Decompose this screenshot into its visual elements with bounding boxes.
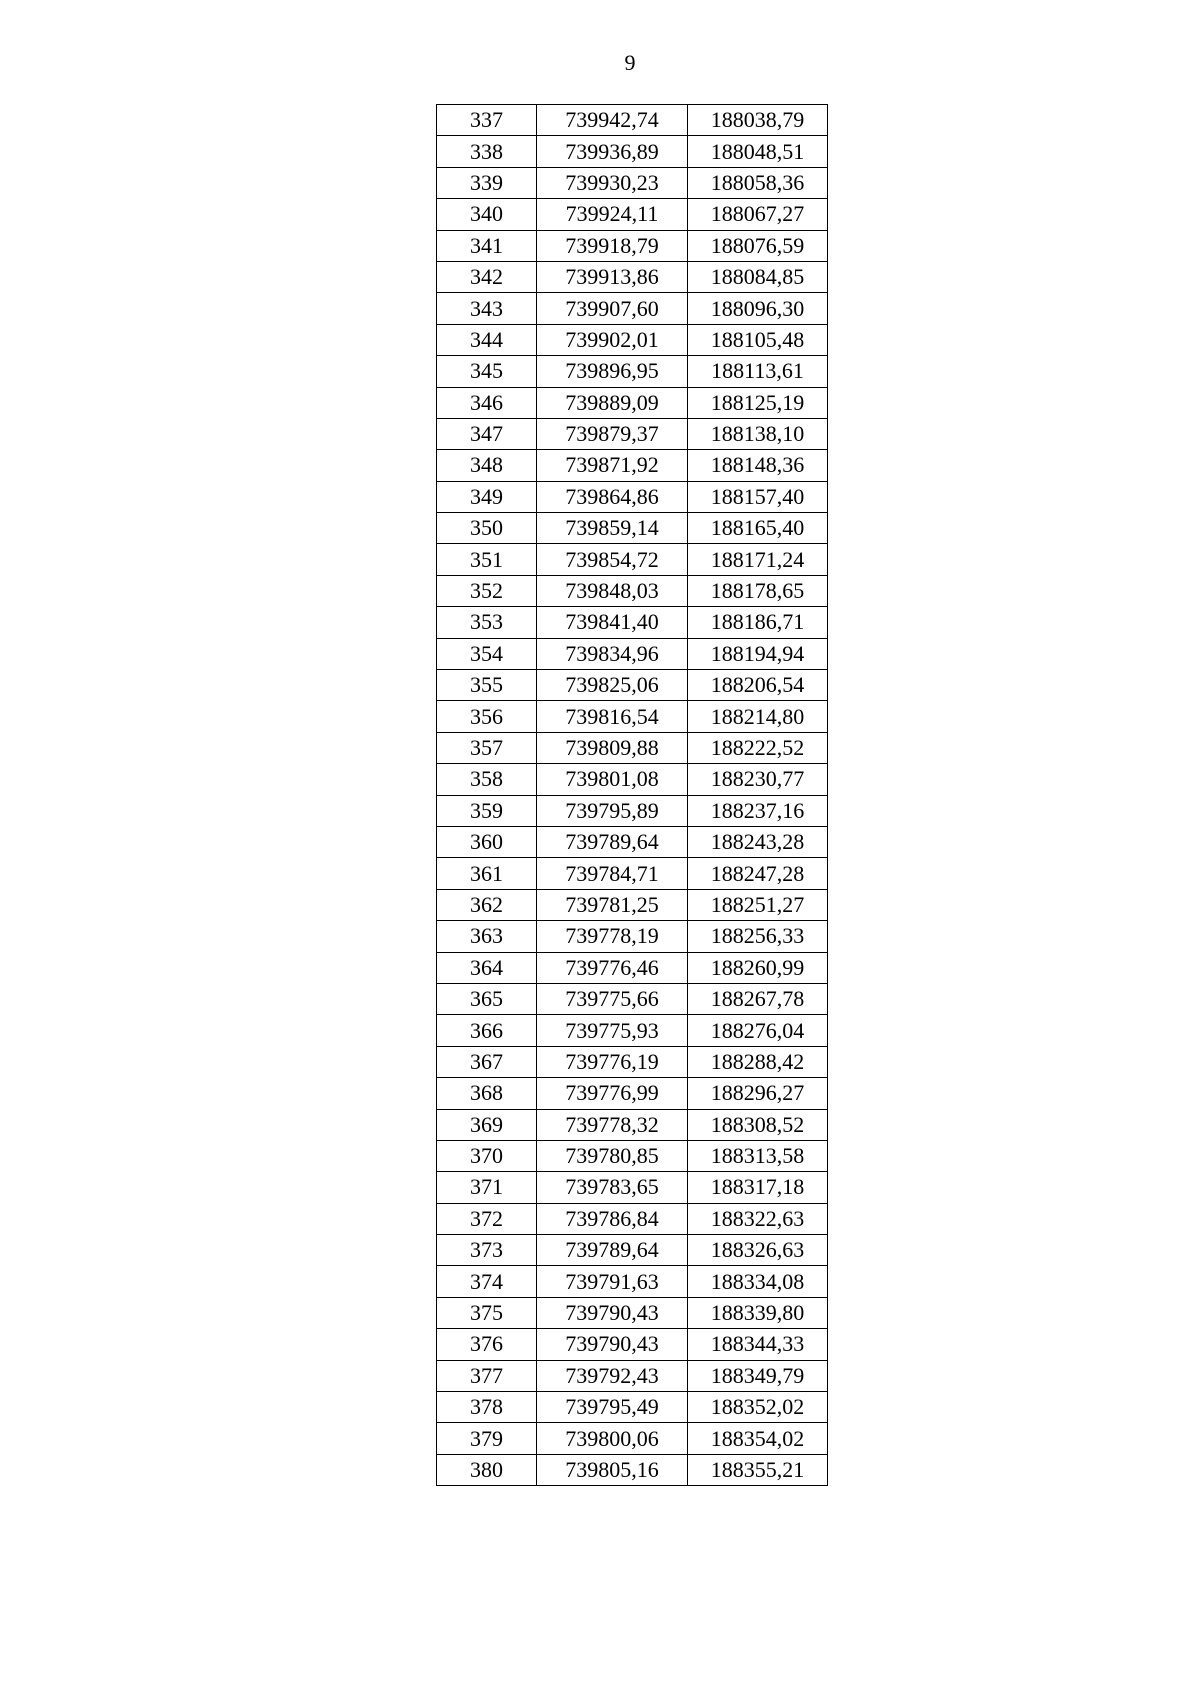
point-number-cell: 352 [437, 575, 537, 606]
page-number: 9 [624, 50, 636, 75]
y-coordinate-cell: 188125,19 [688, 387, 828, 418]
y-coordinate-cell: 188349,79 [688, 1360, 828, 1391]
y-coordinate-cell: 188096,30 [688, 293, 828, 324]
table-row [437, 513, 828, 544]
y-coordinate-cell: 188048,51 [688, 136, 828, 167]
table-row [437, 167, 828, 198]
point-number-cell: 349 [437, 481, 537, 512]
x-coordinate-cell: 739795,89 [537, 795, 688, 826]
table-row [437, 293, 828, 324]
y-coordinate-cell: 188237,16 [688, 795, 828, 826]
x-coordinate-cell: 739778,32 [537, 1109, 688, 1140]
table-row [437, 481, 828, 512]
x-coordinate-cell: 739907,60 [537, 293, 688, 324]
point-number-cell: 345 [437, 356, 537, 387]
point-number-cell: 342 [437, 261, 537, 292]
x-coordinate-cell: 739792,43 [537, 1360, 688, 1391]
x-coordinate-cell: 739776,46 [537, 952, 688, 983]
table-row [437, 1109, 828, 1140]
x-coordinate-cell: 739790,43 [537, 1329, 688, 1360]
x-coordinate-cell: 739775,93 [537, 1015, 688, 1046]
y-coordinate-cell: 188355,21 [688, 1454, 828, 1485]
point-number-cell: 370 [437, 1140, 537, 1171]
y-coordinate-cell: 188334,08 [688, 1266, 828, 1297]
x-coordinate-cell: 739781,25 [537, 889, 688, 920]
table-row [437, 607, 828, 638]
y-coordinate-cell: 188251,27 [688, 889, 828, 920]
point-number-cell: 372 [437, 1203, 537, 1234]
point-number-cell: 341 [437, 230, 537, 261]
y-coordinate-cell: 188308,52 [688, 1109, 828, 1140]
table-row [437, 387, 828, 418]
x-coordinate-cell: 739801,08 [537, 764, 688, 795]
y-coordinate-cell: 188186,71 [688, 607, 828, 638]
point-number-cell: 338 [437, 136, 537, 167]
y-coordinate-cell: 188165,40 [688, 513, 828, 544]
table-row [437, 544, 828, 575]
table-row [437, 1297, 828, 1328]
point-number-cell: 377 [437, 1360, 537, 1391]
table-row [437, 324, 828, 355]
table-row [437, 732, 828, 763]
point-number-cell: 357 [437, 732, 537, 763]
y-coordinate-cell: 188076,59 [688, 230, 828, 261]
y-coordinate-cell: 188354,02 [688, 1423, 828, 1454]
y-coordinate-cell: 188322,63 [688, 1203, 828, 1234]
table-row [437, 638, 828, 669]
point-number-cell: 351 [437, 544, 537, 575]
coordinates-table-body [437, 105, 828, 1486]
y-coordinate-cell: 188178,65 [688, 575, 828, 606]
table-row [437, 1454, 828, 1485]
table-row [437, 356, 828, 387]
x-coordinate-cell: 739775,66 [537, 983, 688, 1014]
table-row [437, 921, 828, 952]
x-coordinate-cell: 739871,92 [537, 450, 688, 481]
y-coordinate-cell: 188206,54 [688, 670, 828, 701]
x-coordinate-cell: 739778,19 [537, 921, 688, 952]
x-coordinate-cell: 739879,37 [537, 418, 688, 449]
table-row [437, 1266, 828, 1297]
point-number-cell: 348 [437, 450, 537, 481]
table-row [437, 889, 828, 920]
table-row [437, 795, 828, 826]
table-row [437, 1046, 828, 1077]
y-coordinate-cell: 188326,63 [688, 1235, 828, 1266]
table-row [437, 1078, 828, 1109]
y-coordinate-cell: 188288,42 [688, 1046, 828, 1077]
table-row [437, 261, 828, 292]
point-number-cell: 339 [437, 167, 537, 198]
x-coordinate-cell: 739913,86 [537, 261, 688, 292]
y-coordinate-cell: 188222,52 [688, 732, 828, 763]
point-number-cell: 358 [437, 764, 537, 795]
point-number-cell: 367 [437, 1046, 537, 1077]
y-coordinate-cell: 188339,80 [688, 1297, 828, 1328]
x-coordinate-cell: 739790,43 [537, 1297, 688, 1328]
x-coordinate-cell: 739864,86 [537, 481, 688, 512]
point-number-cell: 360 [437, 826, 537, 857]
x-coordinate-cell: 739924,11 [537, 199, 688, 230]
y-coordinate-cell: 188276,04 [688, 1015, 828, 1046]
table-row [437, 1423, 828, 1454]
x-coordinate-cell: 739786,84 [537, 1203, 688, 1234]
y-coordinate-cell: 188105,48 [688, 324, 828, 355]
y-coordinate-cell: 188038,79 [688, 105, 828, 136]
y-coordinate-cell: 188171,24 [688, 544, 828, 575]
y-coordinate-cell: 188352,02 [688, 1392, 828, 1423]
table-row [437, 1329, 828, 1360]
table-row [437, 1015, 828, 1046]
point-number-cell: 379 [437, 1423, 537, 1454]
point-number-cell: 353 [437, 607, 537, 638]
y-coordinate-cell: 188317,18 [688, 1172, 828, 1203]
x-coordinate-cell: 739816,54 [537, 701, 688, 732]
point-number-cell: 361 [437, 858, 537, 889]
table-row [437, 136, 828, 167]
x-coordinate-cell: 739918,79 [537, 230, 688, 261]
x-coordinate-cell: 739889,09 [537, 387, 688, 418]
y-coordinate-cell: 188313,58 [688, 1140, 828, 1171]
x-coordinate-cell: 739896,95 [537, 356, 688, 387]
point-number-cell: 359 [437, 795, 537, 826]
y-coordinate-cell: 188230,77 [688, 764, 828, 795]
x-coordinate-cell: 739841,40 [537, 607, 688, 638]
table-row [437, 1360, 828, 1391]
y-coordinate-cell: 188214,80 [688, 701, 828, 732]
y-coordinate-cell: 188256,33 [688, 921, 828, 952]
y-coordinate-cell: 188058,36 [688, 167, 828, 198]
point-number-cell: 378 [437, 1392, 537, 1423]
point-number-cell: 368 [437, 1078, 537, 1109]
point-number-cell: 364 [437, 952, 537, 983]
table-row [437, 1172, 828, 1203]
x-coordinate-cell: 739859,14 [537, 513, 688, 544]
point-number-cell: 365 [437, 983, 537, 1014]
x-coordinate-cell: 739848,03 [537, 575, 688, 606]
table-row [437, 418, 828, 449]
point-number-cell: 380 [437, 1454, 537, 1485]
y-coordinate-cell: 188260,99 [688, 952, 828, 983]
point-number-cell: 366 [437, 1015, 537, 1046]
x-coordinate-cell: 739809,88 [537, 732, 688, 763]
table-row [437, 1392, 828, 1423]
y-coordinate-cell: 188194,94 [688, 638, 828, 669]
table-row [437, 230, 828, 261]
y-coordinate-cell: 188157,40 [688, 481, 828, 512]
table-row [437, 983, 828, 1014]
y-coordinate-cell: 188344,33 [688, 1329, 828, 1360]
x-coordinate-cell: 739834,96 [537, 638, 688, 669]
y-coordinate-cell: 188267,78 [688, 983, 828, 1014]
table-row [437, 1235, 828, 1266]
x-coordinate-cell: 739902,01 [537, 324, 688, 355]
point-number-cell: 375 [437, 1297, 537, 1328]
point-number-cell: 344 [437, 324, 537, 355]
x-coordinate-cell: 739800,06 [537, 1423, 688, 1454]
y-coordinate-cell: 188084,85 [688, 261, 828, 292]
table-row [437, 199, 828, 230]
table-row [437, 1203, 828, 1234]
table-row [437, 952, 828, 983]
point-number-cell: 340 [437, 199, 537, 230]
coordinates-table [436, 104, 828, 1486]
x-coordinate-cell: 739776,19 [537, 1046, 688, 1077]
y-coordinate-cell: 188148,36 [688, 450, 828, 481]
x-coordinate-cell: 739942,74 [537, 105, 688, 136]
point-number-cell: 343 [437, 293, 537, 324]
point-number-cell: 363 [437, 921, 537, 952]
x-coordinate-cell: 739789,64 [537, 1235, 688, 1266]
point-number-cell: 356 [437, 701, 537, 732]
table-row [437, 858, 828, 889]
point-number-cell: 376 [437, 1329, 537, 1360]
point-number-cell: 369 [437, 1109, 537, 1140]
y-coordinate-cell: 188113,61 [688, 356, 828, 387]
table-row [437, 701, 828, 732]
x-coordinate-cell: 739791,63 [537, 1266, 688, 1297]
y-coordinate-cell: 188296,27 [688, 1078, 828, 1109]
table-row [437, 764, 828, 795]
point-number-cell: 371 [437, 1172, 537, 1203]
table-row [437, 575, 828, 606]
y-coordinate-cell: 188067,27 [688, 199, 828, 230]
point-number-cell: 350 [437, 513, 537, 544]
x-coordinate-cell: 739854,72 [537, 544, 688, 575]
y-coordinate-cell: 188138,10 [688, 418, 828, 449]
x-coordinate-cell: 739795,49 [537, 1392, 688, 1423]
x-coordinate-cell: 739789,64 [537, 826, 688, 857]
point-number-cell: 337 [437, 105, 537, 136]
table-row [437, 450, 828, 481]
point-number-cell: 354 [437, 638, 537, 669]
point-number-cell: 346 [437, 387, 537, 418]
x-coordinate-cell: 739825,06 [537, 670, 688, 701]
x-coordinate-cell: 739936,89 [537, 136, 688, 167]
point-number-cell: 374 [437, 1266, 537, 1297]
table-row [437, 105, 828, 136]
x-coordinate-cell: 739783,65 [537, 1172, 688, 1203]
table-row [437, 670, 828, 701]
y-coordinate-cell: 188247,28 [688, 858, 828, 889]
table-row [437, 826, 828, 857]
point-number-cell: 347 [437, 418, 537, 449]
x-coordinate-cell: 739776,99 [537, 1078, 688, 1109]
x-coordinate-cell: 739780,85 [537, 1140, 688, 1171]
table-row [437, 1140, 828, 1171]
x-coordinate-cell: 739930,23 [537, 167, 688, 198]
point-number-cell: 373 [437, 1235, 537, 1266]
point-number-cell: 355 [437, 670, 537, 701]
point-number-cell: 362 [437, 889, 537, 920]
x-coordinate-cell: 739784,71 [537, 858, 688, 889]
x-coordinate-cell: 739805,16 [537, 1454, 688, 1485]
y-coordinate-cell: 188243,28 [688, 826, 828, 857]
